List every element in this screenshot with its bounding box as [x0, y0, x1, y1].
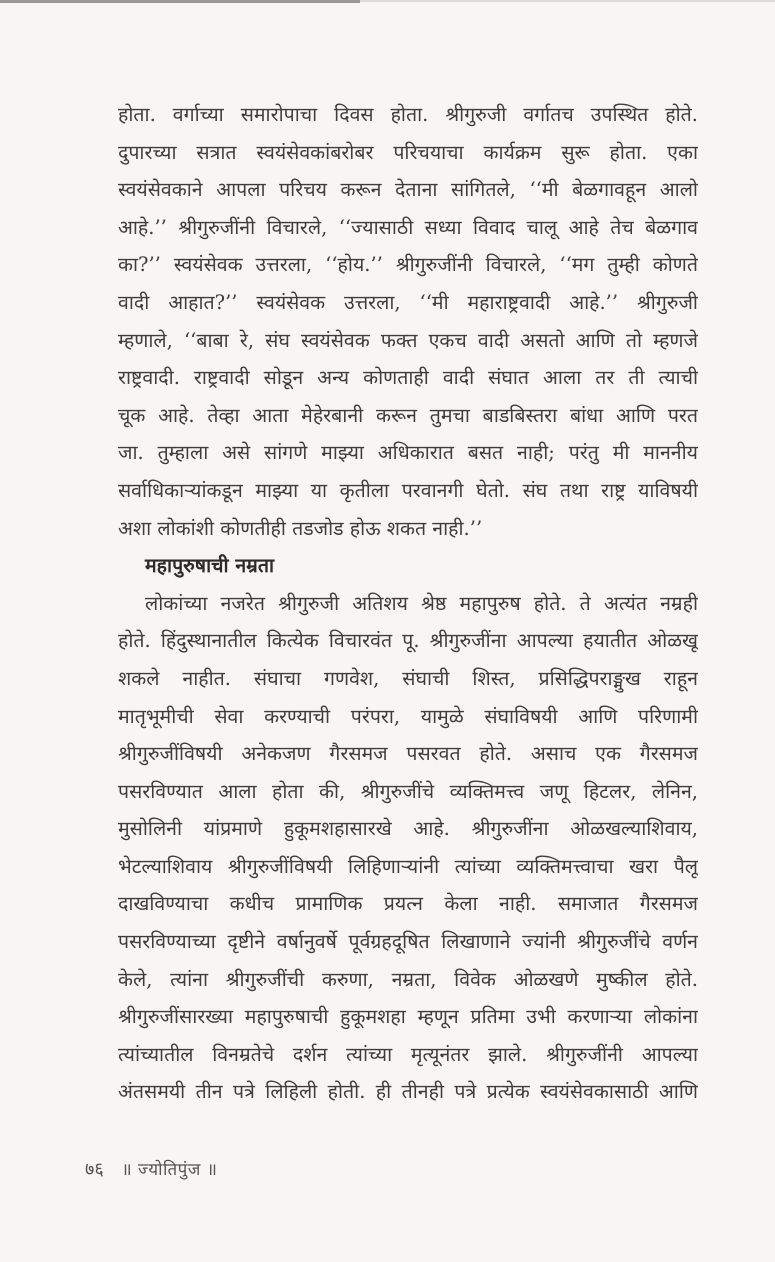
- text-line: मुसोलिनी यांप्रमाणे हुकूमशहासारखे आहे. श्रीगुरुजींना ओळखल्याशिवाय,: [118, 817, 698, 841]
- paragraph-2: [118, 585, 698, 1111]
- text-line: लोकांच्या नजरेत श्रीगुरुजी अतिशय श्रेष्ठ महापुरुष होते. ते अत्यंत नम्रही: [145, 591, 698, 615]
- page-body: [118, 96, 698, 1111]
- text-line: पसरविण्याच्या दृष्टीने वर्षानुवर्षे पूर्वग्रहदूषित लिखाणाने ज्यांनी श्रीगुरुजींचे वर्णन: [118, 930, 698, 954]
- section-heading: महापुरुषाची नम्रता: [145, 554, 274, 578]
- page-number: ७६: [85, 1159, 104, 1180]
- text-line: त्यांच्यातील विनम्रतेचे दर्शन त्यांच्या मृत्यूनंतर झाले. श्रीगुरुजींनी आपल्या: [118, 1042, 698, 1066]
- text-line: वादी आहात?’’ स्वयंसेवक उत्तरला, ‘‘मी महाराष्ट्रवादी आहे.’’ श्रीगुरुजी: [118, 290, 698, 314]
- text-line: आहे.’’ श्रीगुरुजींनी विचारले, ‘‘ज्यासाठी सध्या विवाद चालू आहे तेच बेळगाव: [118, 215, 698, 239]
- text-line: अंतसमयी तीन पत्रे लिहिली होती. ही तीनही पत्रे प्रत्येक स्वयंसेवकासाठी आणि: [118, 1080, 698, 1104]
- text-line: पसरविण्यात आला होता की, श्रीगुरुजींचे व्यक्तिमत्त्व जणू हिटलर, लेनिन,: [118, 779, 698, 803]
- text-line: राष्ट्रवादी. राष्ट्रवादी सोडून अन्य कोणताही वादी संघात आला तर ती त्याची: [118, 366, 698, 390]
- text-line: केले, त्यांना श्रीगुरुजींची करुणा, नम्रता, विवेक ओळखणे मुष्कील होते.: [118, 967, 698, 991]
- text-line: मातृभूमीची सेवा करण्याची परंपरा, यामुळे संघाविषयी आणि परिणामी: [118, 704, 698, 728]
- text-line: श्रीगुरुजींविषयी अनेकजण गैरसमज पसरवत होते. असाच एक गैरसमज: [118, 742, 698, 766]
- text-line: जा. तुम्हाला असे सांगणे माझ्या अधिकारात बसत नाही; परंतु मी माननीय: [118, 441, 698, 465]
- text-line: होता. वर्गाच्या समारोपाचा दिवस होता. श्रीगुरुजी वर्गातच उपस्थित होते.: [118, 103, 698, 126]
- text-line: श्रीगुरुजींसारख्या महापुरुषाची हुकूमशहा म्हणून प्रतिमा उभी करणाऱ्या लोकांना: [118, 1005, 698, 1029]
- top-rule-faint: [360, 0, 775, 2]
- text-line: भेटल्याशिवाय श्रीगुरुजींविषयी लिहिणाऱ्यांनी त्यांच्या व्यक्तिमत्त्वाचा खरा पैलू: [118, 854, 698, 878]
- top-rule: [0, 0, 360, 3]
- text-line: सर्वाधिकाऱ्यांकडून माझ्या या कृतीला परवानगी घेतो. संघ तथा राष्ट्र याविषयी: [118, 478, 698, 502]
- page-footer: [85, 1157, 218, 1181]
- book-title: ॥ ज्योतिपुंज ॥: [121, 1160, 218, 1180]
- text-line: दाखविण्याचा कधीच प्रामाणिक प्रयत्न केला नाही. समाजात गैरसमज: [118, 892, 698, 916]
- text-line: दुपारच्या सत्रात स्वयंसेवकांबरोबर परिचयाचा कार्यक्रम सुरू होता. एका: [118, 140, 698, 164]
- text-line: का?’’ स्वयंसेवक उत्तरला, ‘‘होय.’’ श्रीगुरुजींनी विचारले, ‘‘मग तुम्ही कोणते: [118, 253, 698, 277]
- text-line: अशा लोकांशी कोणतीही तडजोड होऊ शकत नाही.’’: [118, 516, 483, 540]
- text-line: होते. हिंदुस्थानातील कित्येक विचारवंत पू. श्रीगुरुजींना आपल्या हयातीत ओळखू: [118, 629, 698, 653]
- text-line: शकले नाहीत. संघाचा गणवेश, संघाची शिस्त, प्रसिद्धिपराङ्मुख राहून: [118, 666, 698, 690]
- text-line: स्वयंसेवकाने आपला परिचय करून देताना सांगितले, ‘‘मी बेळगावहून आलो: [118, 178, 698, 202]
- text-line: म्हणाले, ‘‘बाबा रे, संघ स्वयंसेवक फक्त एकच वादी असतो आणि तो म्हणजे: [118, 328, 698, 352]
- paragraph-1: [118, 96, 698, 547]
- text-line: चूक आहे. तेव्हा आता मेहेरबानी करून तुमचा बाडबिस्तरा बांधा आणि परत: [118, 403, 698, 427]
